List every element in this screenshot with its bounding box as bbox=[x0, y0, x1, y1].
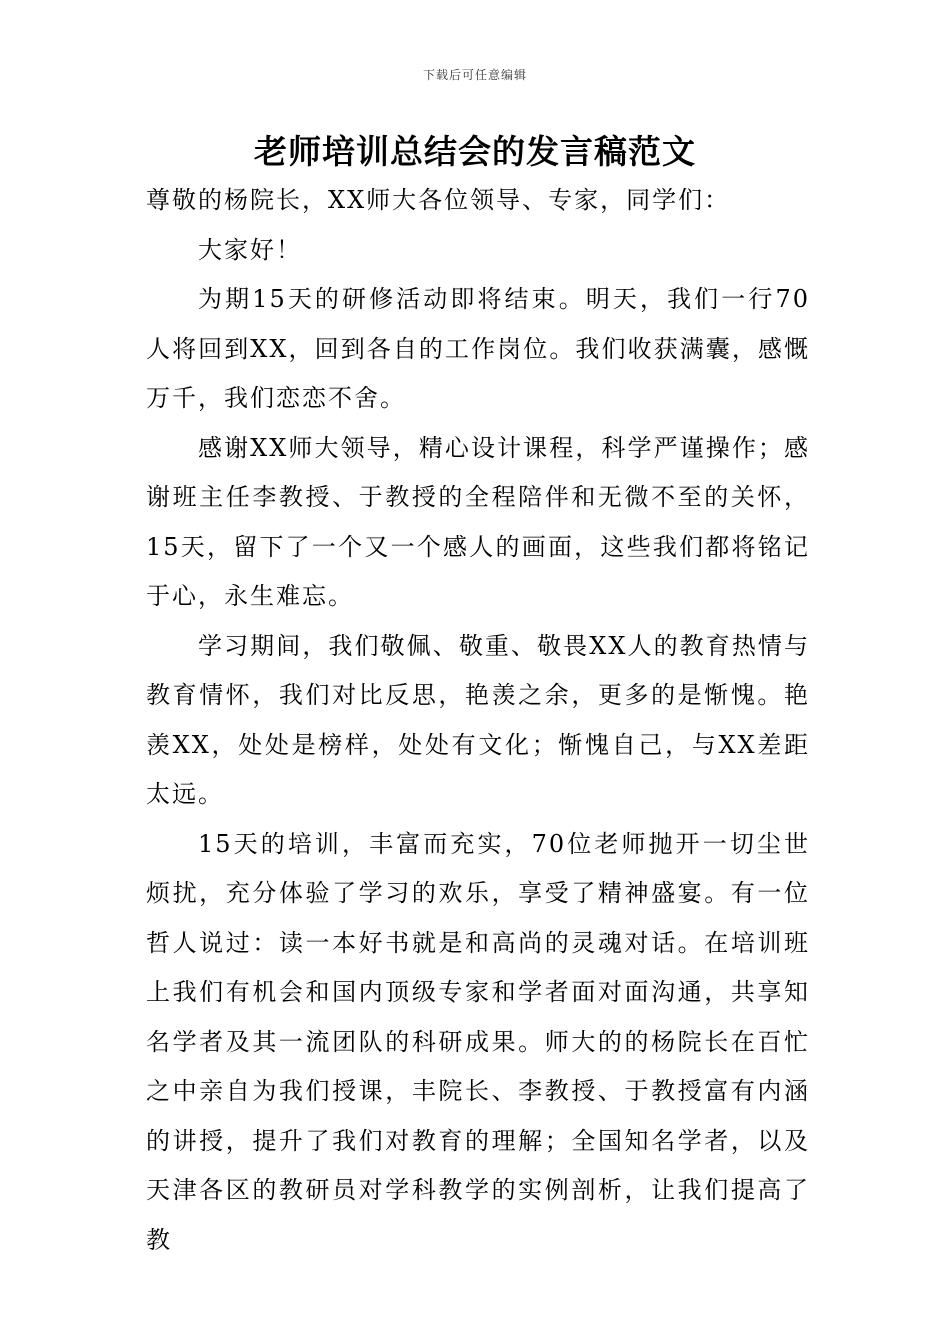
paragraph-1: 为期15天的研修活动即将结束。明天，我们一行70人将回到XX，回到各自的工作岗位。我们收获满囊，感慨万千，我们恋恋不舍。 bbox=[146, 285, 810, 412]
header-note: 下载后可任意编辑 bbox=[422, 68, 527, 82]
document-body bbox=[146, 176, 810, 1265]
document-title: 老师培训总结会的发言稿范文 bbox=[254, 132, 696, 171]
paragraph-4: 15天的培训，丰富而充实，70位老师抛开一切尘世烦扰，充分体验了学习的欢乐，享受了精神盛宴。有一位哲人说过：读一本好书就是和高尚的灵魂对话。在培训班上我们有机会和国内顶级专家和学者面对面沟通，共享知名学者及其一流团队的科研成果。师大的的杨院长在百忙之中亲自为我们授课，丰院长、李教授、于教授富有内涵的讲授，提升了我们对教育的理解；全国知名学者，以及天津各区的教研员对学科教学的实例剖析，让我们提高了教 bbox=[146, 829, 810, 1254]
paragraph-2: 感谢XX师大领导，精心设计课程，科学严谨操作；感谢班主任李教授、于教授的全程陪伴和无微不至的关怀，15天，留下了一个又一个感人的画面，这些我们都将铭记于心，永生难忘。 bbox=[146, 433, 810, 610]
salutation: 尊敬的杨院长，XX师大各位领导、专家，同学们： bbox=[146, 186, 731, 214]
paragraph-3: 学习期间，我们敬佩、敬重、敬畏XX人的教育热情与教育情怀，我们对比反思，艳羡之余，更多的是惭愧。艳羡XX，处处是榜样，处处有文化；惭愧自己，与XX差距太远。 bbox=[146, 631, 810, 808]
paragraph-greeting: 大家好！ bbox=[198, 235, 302, 264]
